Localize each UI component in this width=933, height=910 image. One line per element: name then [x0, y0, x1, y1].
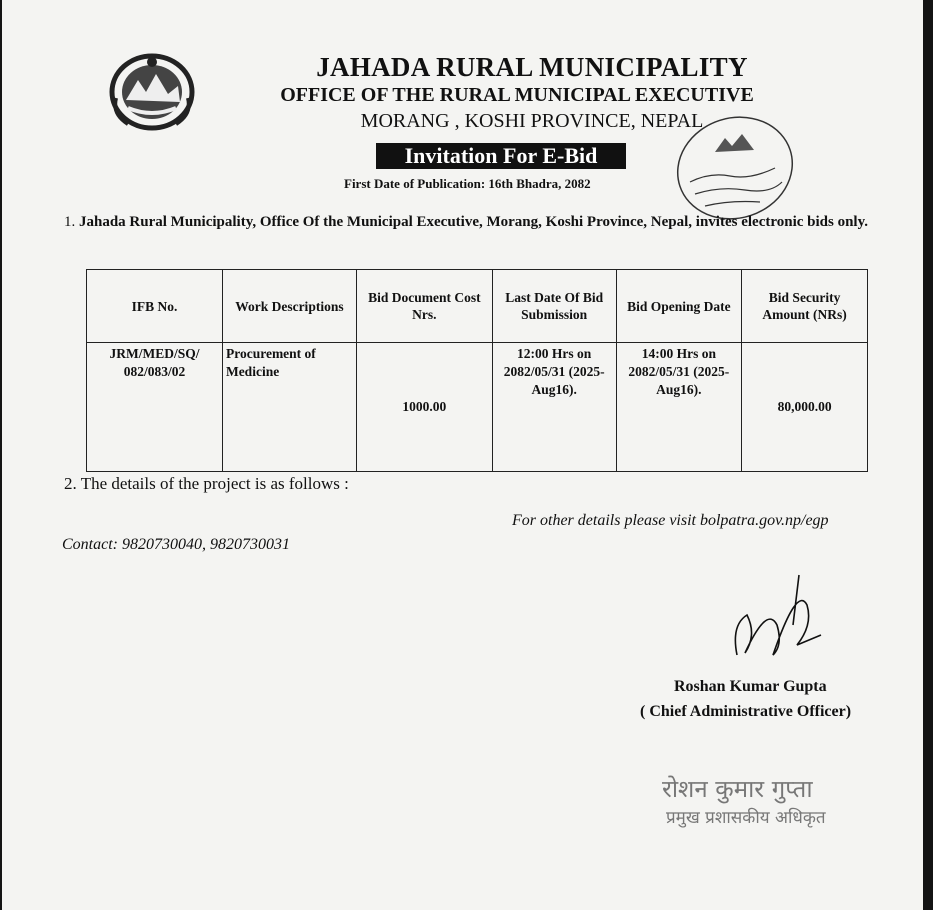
publication-date: First Date of Publication: 16th Bhadra, 2082 — [344, 176, 591, 191]
contact-line: Contact: 9820730040, 9820730031 — [62, 536, 290, 553]
paragraph-2: 2. The details of the project is as follows : — [64, 474, 349, 493]
office-title: OFFICE OF THE RURAL MUNICIPAL EXECUTIVE — [280, 84, 754, 106]
cell-opening: 14:00 Hrs on 2082/05/31 (2025-Aug16). — [616, 343, 742, 472]
notice-page — [2, 0, 923, 910]
cell-security: 80,000.00 — [742, 343, 868, 472]
municipality-title: JAHADA RURAL MUNICIPALITY — [316, 52, 748, 82]
bid-table — [86, 269, 868, 472]
table-row — [87, 343, 868, 472]
signatory-name: Roshan Kumar Gupta — [674, 678, 827, 695]
header-ifb: IFB No. — [87, 270, 223, 343]
cell-cost: 1000.00 — [356, 343, 492, 472]
office-seal-stamp — [670, 112, 800, 224]
visit-note: For other details please visit bolpatra.gov.np/egp — [512, 512, 829, 529]
header-cost: Bid Document Cost Nrs. — [356, 270, 492, 343]
nepali-name-stamp: रोशन कुमार गुप्ता — [662, 775, 813, 803]
nepal-emblem-logo — [108, 52, 196, 132]
paragraph-1-number: 1. — [64, 214, 76, 230]
cell-work: Procurement of Medicine — [222, 343, 356, 472]
nepali-title-stamp: प्रमुख प्रशासकीय अधिकृत — [666, 808, 826, 828]
cell-ifb: JRM/MED/SQ/ 082/083/02 — [87, 343, 223, 472]
paragraph-1-text: Jahada Rural Municipality, Office Of the Municipal Executive, Morang, Koshi Province, Nepal, invites electronic bids only. — [79, 214, 869, 230]
header-work: Work Descriptions — [222, 270, 356, 343]
cell-last-date: 12:00 Hrs on 2082/05/31 (2025-Aug16). — [492, 343, 616, 472]
header-opening: Bid Opening Date — [616, 270, 742, 343]
handwritten-signature — [717, 565, 837, 675]
header-security: Bid Security Amount (NRs) — [742, 270, 868, 343]
notice-title: Invitation For E-Bid — [376, 143, 626, 169]
signatory-designation: ( Chief Administrative Officer) — [640, 703, 852, 720]
table-header-row — [87, 270, 868, 343]
header-last-date: Last Date Of Bid Submission — [492, 270, 616, 343]
location-line: MORANG , KOSHI PROVINCE, NEPAL — [360, 110, 704, 132]
paragraph-1 — [64, 212, 894, 233]
